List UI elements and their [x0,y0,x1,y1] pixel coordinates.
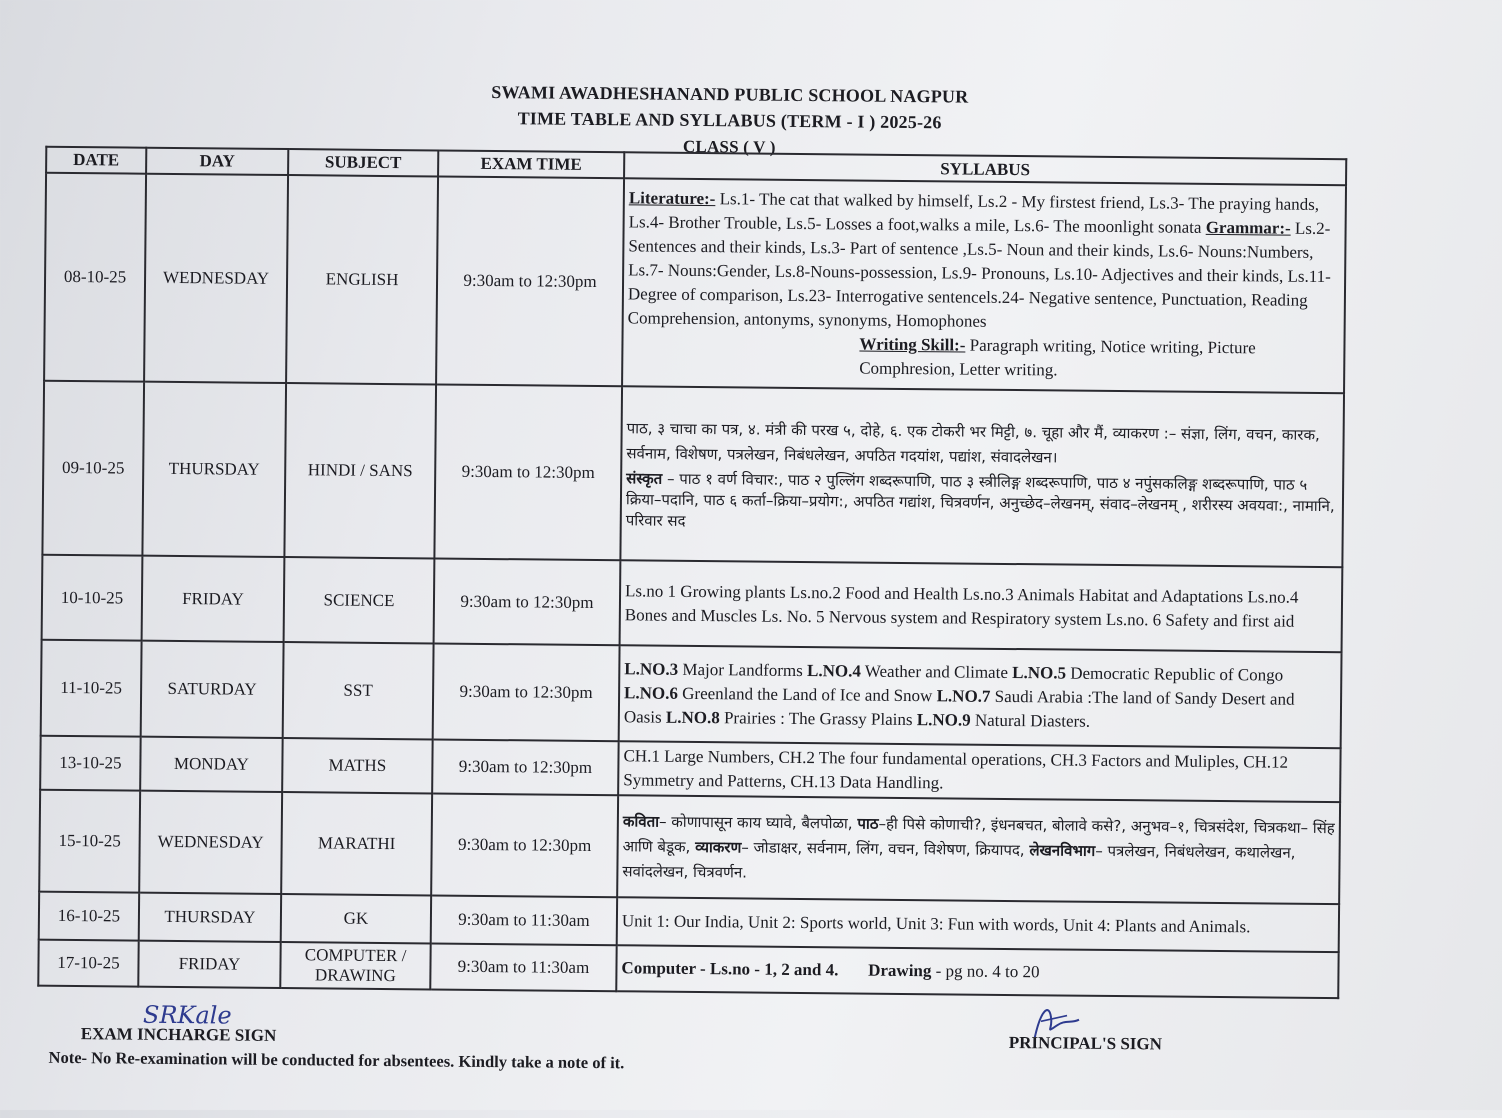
time-cell: 9:30am to 12:30pm [431,793,618,897]
sanskrit-text: – पाठ १ वर्ण विचार:, पाठ २ पुल्लिंग शब्दरूपाणि, पाठ ३ स्त्रीलिङ्ग शब्दरूपाणि, पाठ ४ नपुंसकलिङ्ग शब्दरूपाणि, पाठ ५ क्रिया–पदानि, पाठ ६ कर्ता–क्रिया–प्रयोग:, अपठित गद्यांश, चित्रवर्णन, अनुच्छेद–लेखनम्, संवाद–लेखनम् , शरीरस्य अवयवा:, नामानि, परिवार सद [625,469,1335,530]
lesson-label: L.NO.5 [1012,663,1067,683]
lesson-text: Saudi Arabia :The land of Sandy Desert and Oasis [623,686,1295,727]
lesson-text: Major Landforms [678,659,808,681]
time-cell: 9:30am to 12:30pm [434,384,622,560]
subject-cell: MATHS [282,738,433,793]
writing-skill-line [627,330,1339,385]
date-cell: 13-10-25 [40,736,141,791]
document-title: TIME TABLE AND SYLLABUS (TERM - I ) 2025-26 [517,108,942,133]
time-cell: 9:30am to 12:30pm [434,558,621,645]
time-cell: 9:30am to 11:30am [431,895,617,945]
syllabus-cell: CH.1 Large Numbers, CH.2 The four fundamental operations, CH.3 Factors and Muliples, CH.12 Symmetry and Patterns, CH.13 Data Handling. [618,741,1340,802]
kavita-text: – कोणापासून काय घ्यावे, बैलपोळा, [658,812,858,833]
time-cell: 9:30am to 12:30pm [436,176,624,386]
date-cell: 15-10-25 [39,790,140,893]
lesson-label: L.NO.6 [624,683,679,703]
day-cell: THURSDAY [142,382,286,557]
principal-sign-label: PRINCIPAL'S SIGN [1008,1033,1163,1054]
day-cell: SATURDAY [141,641,284,738]
lekhan-label: लेखनविभाग [1029,840,1096,860]
school-name: SWAMI AWADHESHANAND PUBLIC SCHOOL NAGPUR [491,81,969,107]
table-row [42,555,1343,652]
col-subject: SUBJECT [288,149,438,176]
time-cell: 9:30am to 12:30pm [432,739,619,795]
subject-cell: HINDI / SANS [284,383,436,558]
date-cell: 10-10-25 [42,555,143,641]
day-cell: MONDAY [140,737,283,792]
lekhan-text: – पत्रलेखन, निबंधलेखन, कथालेखन, सवांदलेखन, चित्रवर्णन. [622,841,1296,881]
lesson-text: Greenland the Land of Ice and Snow [677,683,937,706]
date-cell: 17-10-25 [38,940,138,987]
day-cell: WEDNESDAY [139,791,282,894]
day-cell: FRIDAY [142,556,285,642]
lesson-text: Prairies : The Grassy Plains [719,708,917,730]
subject-cell: ENGLISH [286,175,438,384]
sanskrit-syllabus [626,468,1339,538]
lesson-label: L.NO.3 [624,659,679,679]
exam-incharge-sign-label: EXAM INCHARGE SIGN [80,1024,277,1045]
lesson-label: L.NO.9 [916,710,971,730]
path-text: –ही पिसे कोणाची?, इंधनबचत, बोलावे कसे?, अनुभव–१, चित्रसंदेश, चित्रकथा– सिंह आणि बेडूक, [622,814,1335,856]
syllabus-cell [620,386,1344,567]
col-exam-time: EXAM TIME [438,150,624,178]
syllabus-cell [617,795,1340,904]
col-date: DATE [46,147,146,174]
sanskrit-label: संस्कृत [626,468,663,488]
writing-skill-text: Paragraph writing, Notice writing, Picture Comphresion, Letter writing. [859,335,1256,380]
table-row [42,381,1344,567]
note-text: Note- No Re-examination will be conducted for absentees. Kindly take a note of it. [48,1047,625,1073]
lesson-label: L.NO.8 [665,707,720,728]
day-cell: WEDNESDAY [144,174,288,383]
path-label: पाठ [857,814,879,833]
time-cell: 9:30am to 11:30am [430,943,616,991]
subject-cell: MARATHI [281,792,432,895]
class-label: CLASS ( V ) [682,136,776,157]
syllabus-cell [616,945,1338,998]
col-day: DAY [146,148,288,175]
grammar-text: Ls.2- Sentences and their kinds, Ls.3- Part of sentence ,Ls.5- Noun and their kinds, Ls.6- Nouns:Numbers, Ls.7- Nouns:Gender, Ls.8-Nouns-possession, Ls.9- Pronouns, Ls.10- Adjectives and their kinds, Ls.11- Degree of comparison, Ls.23- Interrogative sentencels.24- Negative sentence, Punctuation, Reading Comprehension, antonyms, synonyms, Homophones [627,218,1331,331]
timetable [37,146,1347,999]
syllabus-cell: Unit 1: Our India, Unit 2: Sports world, Unit 3: Fun with words, Unit 4: Plants and Animals. [617,897,1339,952]
subject-cell: COMPUTER / DRAWING [280,942,430,989]
date-cell: 08-10-25 [44,173,146,382]
table-row [41,640,1342,748]
hindi-syllabus: पाठ, ३ चाचा का पत्र, ४. मंत्री की परख ५, दोहे, ६. एक टोकरी भर मिट्टी, ७. चूहा और मैं, व्याकरण :– संज्ञा, लिंग, वचन, कारक, सर्वनाम, विशेषण, पत्रलेखन, निबंधलेखन, अपठित गदयांश, पद्यांश, संवादलेखन। [626,418,1320,466]
signature-text: SRKale [142,1000,232,1030]
computer-text: Computer - Ls.no - 1, 2 and 4. [621,958,839,980]
literature-text: Ls.1- The cat that walked by himself, Ls.2 - My firstest friend, Ls.3- The praying hands, Ls.4- Brother Trouble, Ls.5- Losses a foot,walks a mile, Ls.6- The moonlight sonata [628,189,1320,237]
grammar-label: Grammar:- [1205,217,1291,238]
syllabus-cell: Ls.no 1 Growing plants Ls.no.2 Food and Health Ls.no.3 Animals Habitat and Adaptations Ls.no.4 Bones and Muscles Ls. No. 5 Nervous system and Respiratory system Ls.no. 6 Safety and first aid [620,560,1343,652]
syllabus-cell [619,645,1342,748]
lesson-label: L.NO.7 [936,686,991,706]
table-row [39,790,1340,904]
subject-cell: GK [281,894,431,943]
subject-cell: SCIENCE [284,557,435,643]
drawing-text: - pg no. 4 to 20 [931,961,1040,982]
subject-cell: SST [283,642,434,739]
lesson-text: Democratic Republic of Congo [1065,663,1284,685]
lesson-label: L.NO.4 [806,661,862,681]
vyakaran-text: – जोडाक्षर, सर्वनाम, लिंग, वचन, विशेषण, क्रियापद, [741,837,1030,859]
day-cell: FRIDAY [138,941,280,988]
time-cell: 9:30am to 12:30pm [433,643,620,741]
writing-skill-label: Writing Skill:- [859,334,966,355]
date-cell: 11-10-25 [41,640,142,737]
lesson-text: Weather and Climate [860,661,1013,683]
syllabus-cell [622,178,1346,393]
lesson-text: Natural Diasters. [970,710,1091,731]
vyakaran-label: व्याकरण [695,837,742,856]
col-syllabus: SYLLABUS [624,152,1346,185]
day-cell: THURSDAY [139,893,281,942]
literature-label: Literature:- [628,188,716,209]
table-row [44,173,1346,393]
date-cell: 16-10-25 [39,892,139,941]
date-cell: 09-10-25 [42,381,144,556]
drawing-label: Drawing [868,960,932,981]
kavita-label: कविता [622,811,660,831]
